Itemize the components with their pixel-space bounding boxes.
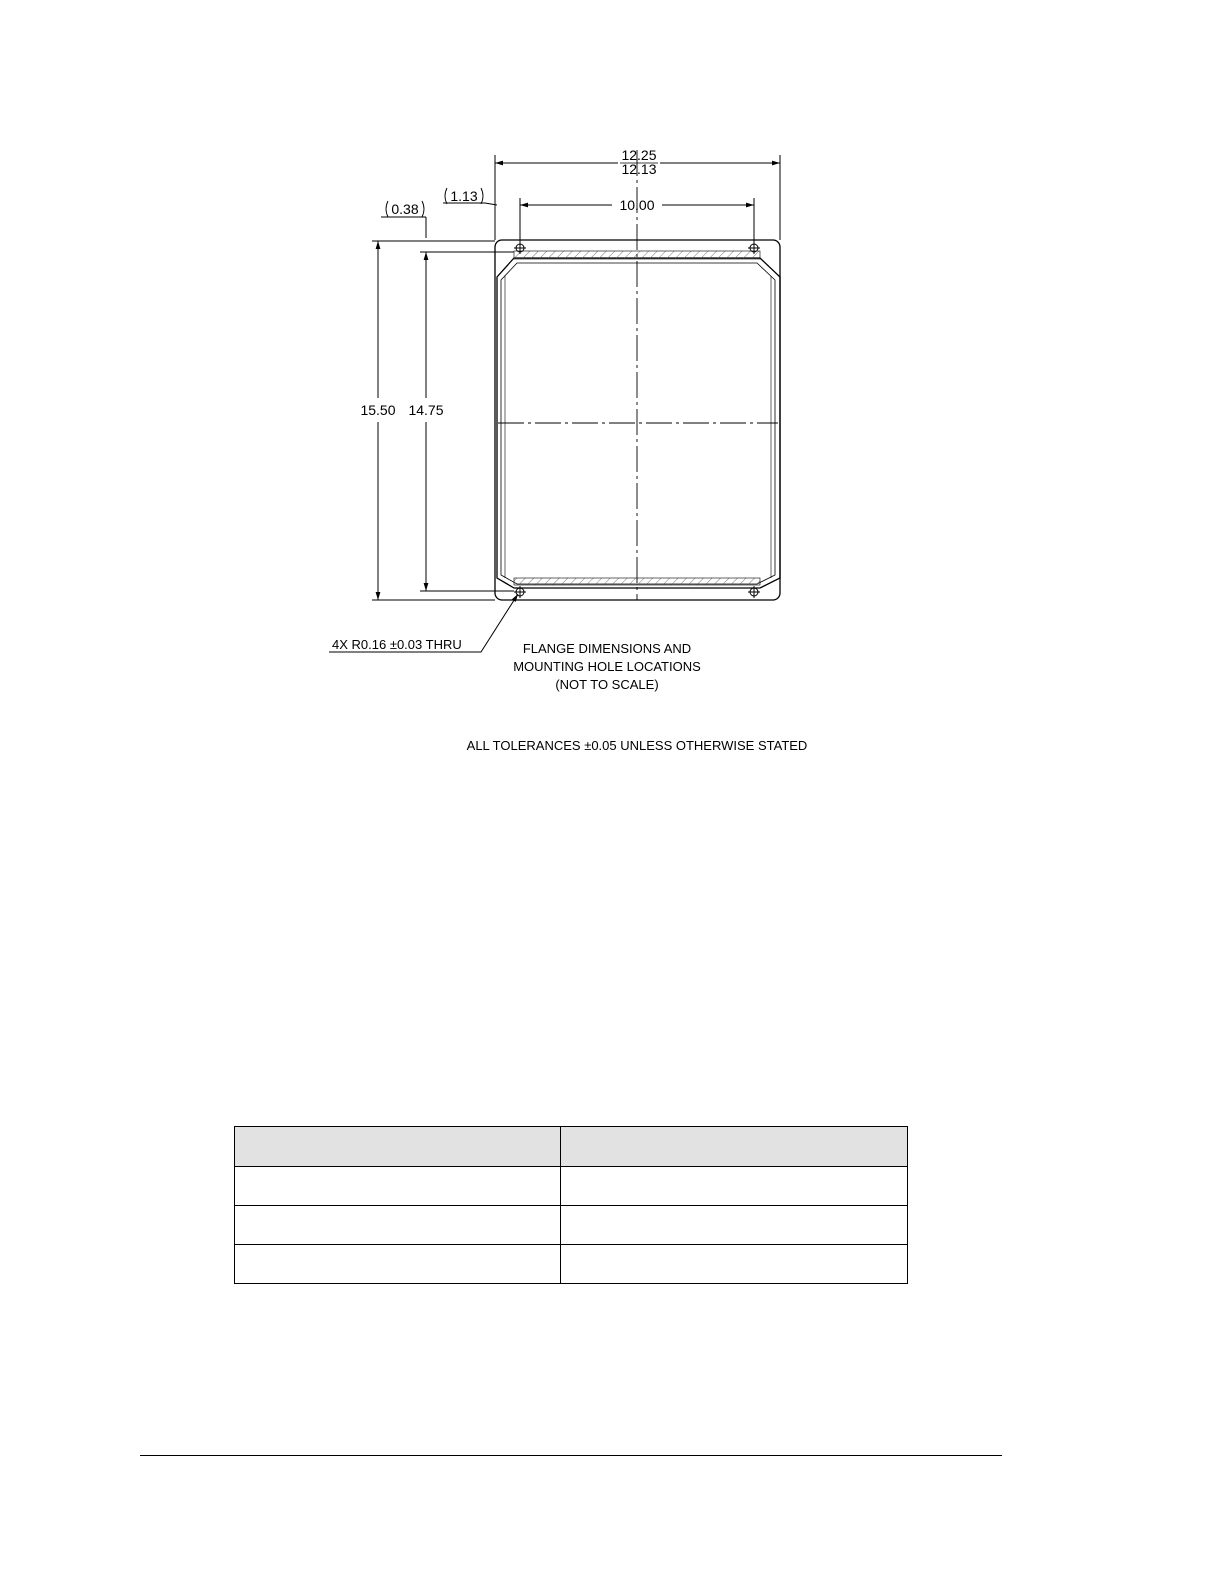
dim-overall-height: 15.50: [360, 402, 396, 418]
table-header-row: [235, 1127, 908, 1167]
table-header-cell: [235, 1127, 561, 1167]
view-caption-line2: MOUNTING HOLE LOCATIONS: [513, 659, 701, 674]
dim-edge-offset-y: 0.38: [391, 201, 419, 217]
table-cell: [235, 1245, 561, 1284]
hole-callout: 4X R0.16 ±0.03 THRU: [332, 637, 462, 652]
view-caption-line1: FLANGE DIMENSIONS AND: [522, 641, 692, 656]
dim-overall-width-min: 12.13: [621, 161, 657, 177]
table-row: [235, 1206, 908, 1245]
view-caption-line3: (NOT TO SCALE): [555, 677, 659, 692]
table-row: [235, 1167, 908, 1206]
footer-rule: [140, 1455, 1002, 1456]
dim-overall-width-max: 12.25: [621, 147, 657, 163]
table-cell: [561, 1206, 908, 1245]
centerlines: [498, 150, 778, 600]
table-cell: [235, 1206, 561, 1245]
dim-edge-offset-x: 1.13: [450, 188, 478, 204]
dim-hole-spacing-height: 14.75: [408, 402, 444, 418]
table-row: [235, 1245, 908, 1284]
table-cell: [561, 1167, 908, 1206]
spec-table: [234, 1126, 908, 1284]
tolerance-note: ALL TOLERANCES ±0.05 UNLESS OTHERWISE STATED: [466, 738, 808, 753]
dimension-lines: [329, 155, 780, 652]
table-cell: [561, 1245, 908, 1284]
flange-outline: [495, 240, 780, 600]
dim-hole-spacing-width: 10.00: [619, 197, 655, 213]
table-cell: [235, 1167, 561, 1206]
table-header-cell: [561, 1127, 908, 1167]
